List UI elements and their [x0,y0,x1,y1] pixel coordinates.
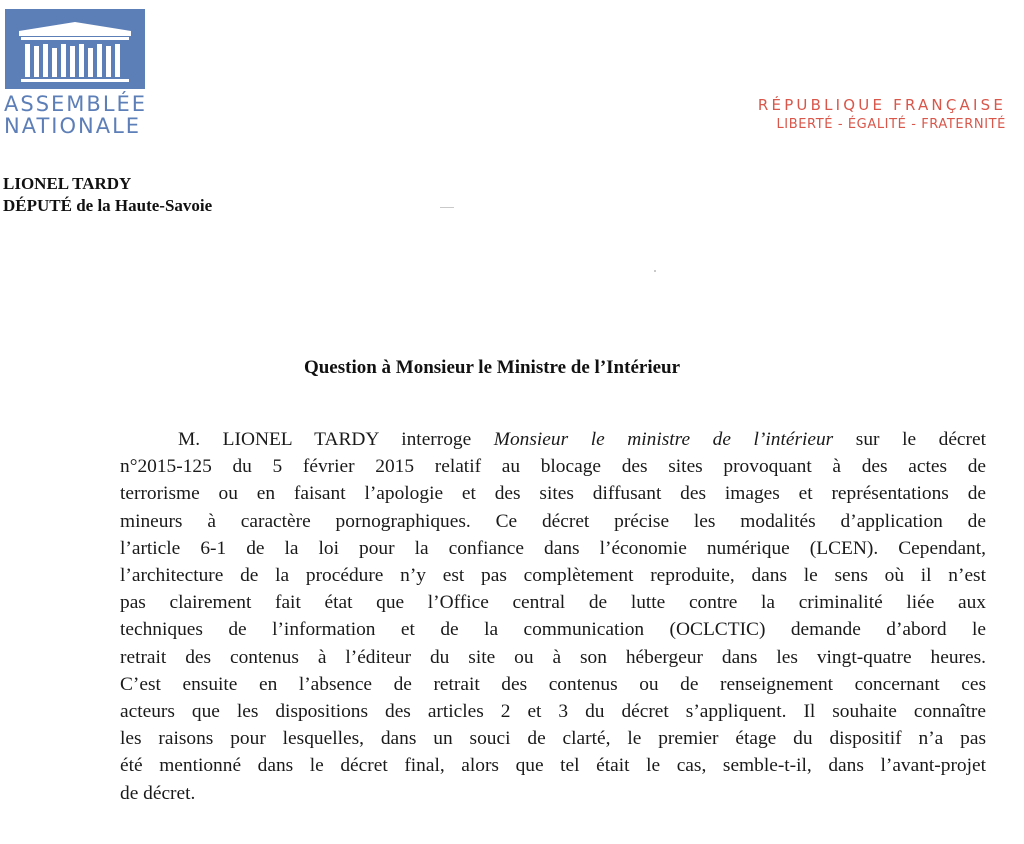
minister-italic: Monsieur le ministre de l’intérieur [493,429,834,450]
body-line: retrait des contenus à l’éditeur du site ou à son hébergeur dans les vingt-quatre heures. [120,646,986,668]
body-line: l’architecture de la procédure n’y est pas complètement reproduite, dans le sens où il n’est [120,565,986,587]
logo-line-2: NATIONALE [4,114,142,138]
scan-speck [654,270,656,272]
body-line: acteurs que les dispositions des articles 2 et 3 du décret s’appliquent. Il souhaite connaître [120,701,986,723]
author-name: LIONEL TARDY [3,174,132,193]
body-line: n°2015-125 du 5 février 2015 relatif au blocage des sites provoquant à des actes de [120,456,986,478]
document-title: Question à Monsieur le Ministre de l’Intérieur [303,357,681,378]
body-line: pas clairement fait état que l’Office central de lutte contre la criminalité liée aux [120,592,986,614]
assemblee-nationale-logo-icon [5,9,145,89]
body-line: mineurs à caractère pornographiques. Ce décret précise les modalités d’application de [120,510,986,532]
republic-heading [758,95,1006,135]
logo-line-1: ASSEMBLÉE [4,92,148,116]
scan-speck [440,207,454,208]
body-line [120,426,986,453]
author-block [3,173,212,217]
republique-francaise: RÉPUBLIQUE FRANÇAISE [757,96,1006,114]
body-line: techniques de l’information et de la communication (OCLCTIC) demande d’abord le [120,619,986,641]
body-line: les raisons pour lesquelles, dans un souci de clarté, le premier étage du dispositif n’a pas [120,728,986,750]
body-line: été mentionné dans le décret final, alors que tel était le cas, semble-t-il, dans l’avant-projet [120,755,986,777]
devise: LIBERTÉ - ÉGALITÉ - FRATERNITÉ [776,117,1006,132]
body-line-1-end: sur le décret [833,429,986,450]
body-line: l’article 6-1 de la loi pour la confiance dans l’économie numérique (LCEN). Cependant, [120,537,986,559]
body-line: de décret. [120,782,196,804]
question-body [120,426,986,807]
author-role: DÉPUTÉ de la Haute-Savoie [3,196,213,215]
body-line: terrorisme ou en faisant l’apologie et des sites diffusant des images et représentations de [120,483,986,505]
body-line-1-start: M. LIONEL TARDY interroge [178,429,494,450]
assemblee-nationale-wordmark [4,93,147,137]
body-line: C’est ensuite en l’absence de retrait des contenus ou de renseignement concernant ces [120,673,986,695]
